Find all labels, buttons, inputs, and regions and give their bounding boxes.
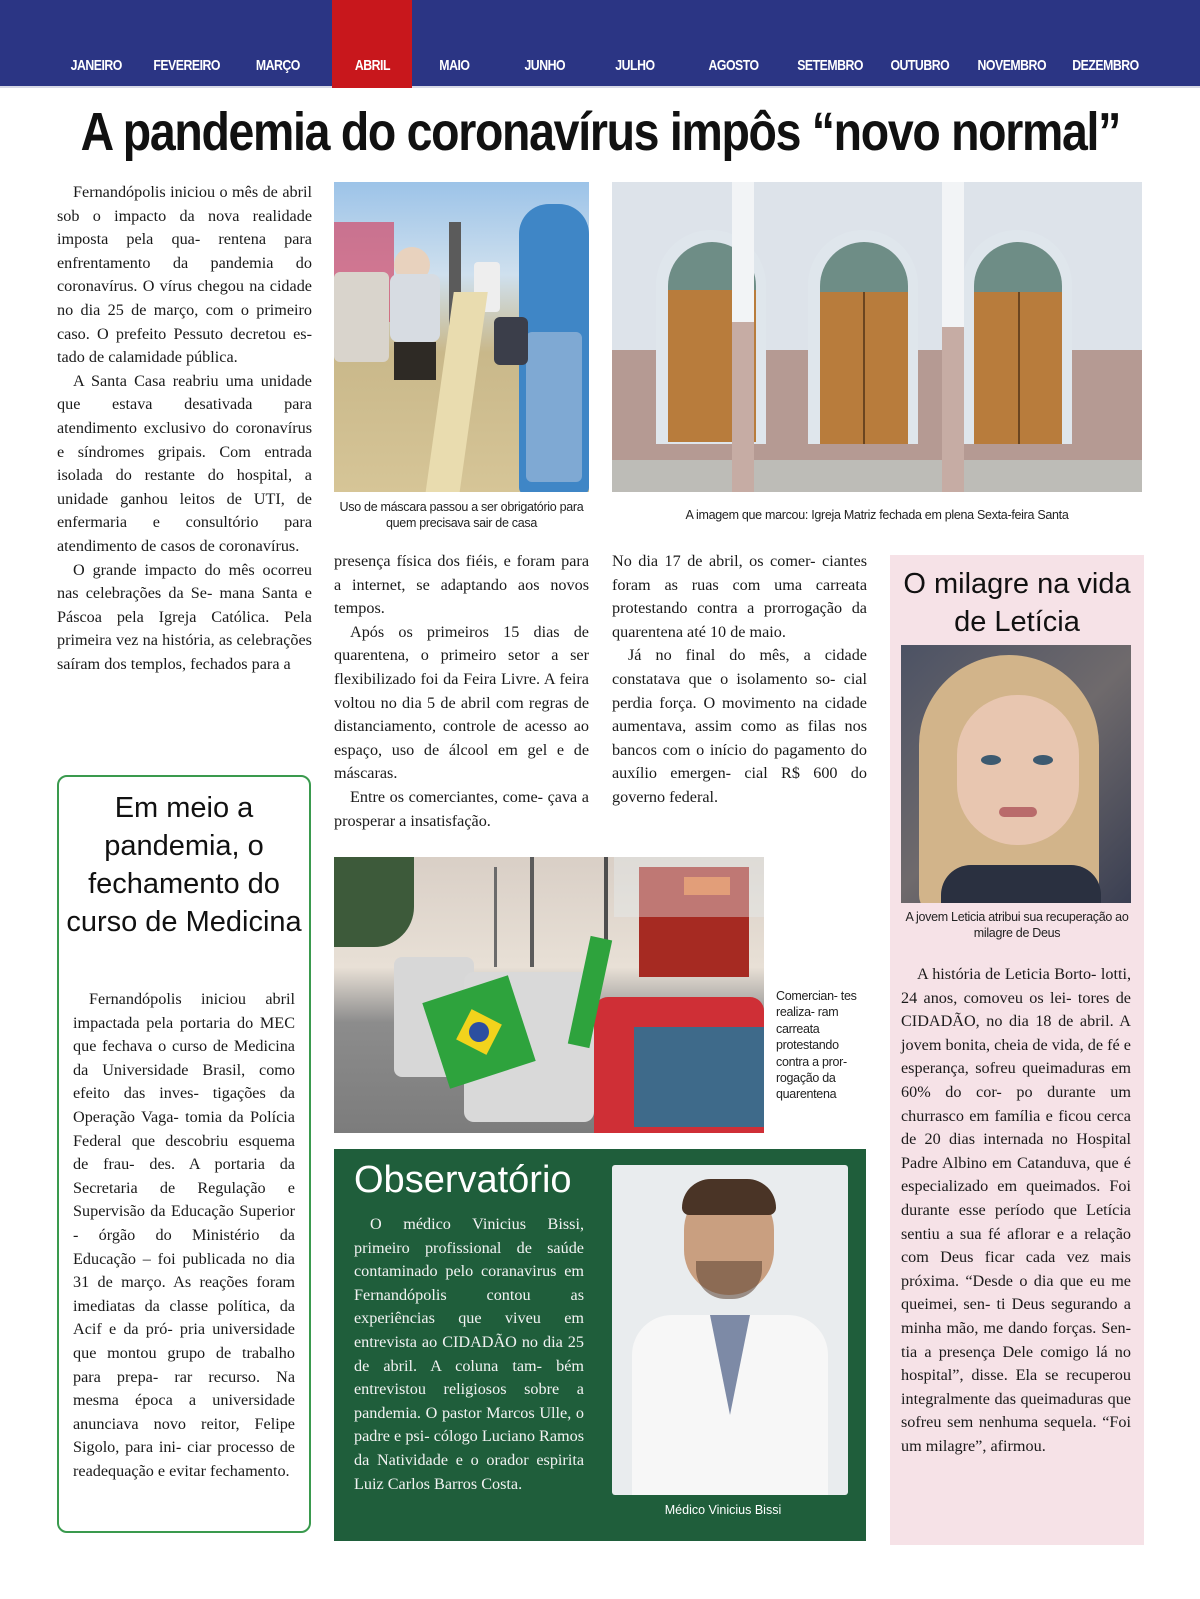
medicina-title: Em meio a pandemia, o fechamento do curso de Medicina	[66, 792, 302, 938]
month-tab-marco[interactable]	[240, 0, 316, 88]
article-column-1	[57, 181, 312, 676]
article-paragraph: No dia 17 de abril, os comer- ciantes foram as ruas com uma carreata protestando contra a prorrogação da quarentena até 10 de maio.	[612, 552, 867, 641]
medicina-body	[73, 988, 295, 1483]
doctor-photo	[612, 1165, 848, 1495]
month-tab-janeiro[interactable]	[58, 0, 134, 88]
month-tab-outubro[interactable]	[876, 0, 964, 88]
month-tab-dezembro[interactable]	[1058, 0, 1154, 88]
month-tab-julho[interactable]	[602, 0, 668, 88]
carreata-photo-caption: Comercian- tes realiza- ram carreata protestando contra a pror- rogação da quarentena	[776, 989, 857, 1102]
leticia-photo-caption: A jovem Leticia atribui sua recuperação ao milagre de Deus	[905, 910, 1129, 940]
leticia-photo	[901, 645, 1131, 903]
article-paragraph: presença física dos fiéis, e foram para a internet, se adaptando aos novos tempos.	[334, 552, 589, 618]
month-label: AGOSTO	[708, 57, 760, 74]
leticia-sidebar-box	[890, 555, 1144, 1545]
article-paragraph: Entre os comerciantes, come- çava a prosperar a insatisfação.	[334, 787, 589, 830]
month-label: JANEIRO	[70, 57, 122, 74]
month-label: MARÇO	[255, 57, 300, 74]
month-tab-setembro[interactable]	[782, 0, 878, 88]
article-paragraph: Após os primeiros 15 dias de quarentena, o primeiro setor a ser flexibilizado foi da Feira Livre. A feira voltou no dia 5 de abril com regras de distanciamento, controle de acesso ao espaço, uso de álcool em gel e de máscaras.	[334, 622, 589, 783]
article-paragraph: A Santa Casa reabriu uma unidade que estava desativada para atendimento exclusivo do coronavírus e síndromes gripais. Com entrada isolada do restante do hospital, a unidade ganhou leitos de UTI, de enfermaria e consultório para atendimento de casos de coronavírus.	[57, 371, 312, 555]
month-label: JUNHO	[524, 57, 566, 74]
month-navigation	[0, 0, 1200, 88]
leticia-paragraph: A história de Leticia Borto- lotti, 24 anos, comoveu os lei- tores de CIDADÃO, no dia 18 de abril. A jovem bonita, cheia de vida, de fé e esperança, sofreu queimaduras em 60% do cor- po durante um churrasco em família e ficou cerca de 20 dias internada no Hospital Padre Albino em Catanduva, que é especializado em queimados. Foi durante esse período que Letícia sentiu a sua fé aflorar e a relação com Deus ficar cada vez mais próxima. “Desde o dia que eu me queimei, sen- ti Deus segurando a minha mão, me dando forças. Sen- tia a presença Dele comigo lá no hospital”, disse. Ela se recuperou integralmente das queimaduras que sofreu sem nenhuma sequela. “Foi um milagre”, afirmou.	[901, 965, 1131, 1455]
leticia-body	[901, 963, 1131, 1458]
observatorio-box	[334, 1149, 866, 1541]
leticia-title: O milagre na vida de Letícia	[903, 568, 1131, 638]
month-label: NOVEMBRO	[977, 57, 1047, 74]
church-doors-photo	[612, 182, 1142, 492]
month-label: DEZEMBRO	[1072, 57, 1140, 74]
month-tab-fevereiro[interactable]	[140, 0, 234, 88]
month-label: OUTUBRO	[890, 57, 950, 74]
month-label: ABRIL	[354, 57, 390, 74]
observatorio-paragraph: O médico Vinicius Bissi, primeiro profissional de saúde contaminado pelo coranavirus em Fernandópolis contou as experiências que viveu em entrevista ao CIDADÃO no dia 25 de abril. A coluna tam- bém entrevistou religiosos sobre a pandemia. O pastor Marcos Ulle, o padre e psi- cólogo Luciano Ramos da Natividade e o orador espirita Luiz Carlos Barros Costa.	[354, 1215, 584, 1493]
church-photo-caption: A imagem que marcou: Igreja Matriz fechada em plena Sexta-feira Santa	[685, 508, 1069, 522]
mask-photo-caption: Uso de máscara passou a ser obrigatório para quem precisava sair de casa	[339, 500, 584, 530]
mask-street-photo	[334, 182, 589, 492]
month-tab-maio[interactable]	[422, 0, 486, 88]
observatorio-title: Observatório	[354, 1159, 572, 1201]
doctor-photo-caption: Médico Vinicius Bissi	[664, 1503, 782, 1517]
medicina-paragraph: Fernandópolis iniciou abril impactada pela portaria do MEC que fechava o curso de Medicina da Universidade Brasil, como efeito das inves- tigações da Operação Vaga- tomia da Polícia Federal que descobriu esquema de frau- des. A portaria da Secretaria de Regulação e Supervisão da Educação Superior - órgão do Ministério da Educação – foi publicada no dia 31 de março. As reações foram imediatas da classe política, da Acif e da pró- pria universidade que montou grupo de trabalho para prepa- rar recurso. Na mesma época a universidade anunciava novo reitor, Felipe Sigolo, para ini- ciar processo de readequação e evitar fechamento.	[73, 990, 295, 1480]
article-column-2	[334, 550, 589, 833]
article-paragraph: Fernandópolis iniciou o mês de abril sob o impacto da nova realidade imposta pela qua- rentena para enfrentamento da pandemia do coronavírus. O vírus chegou na cidade no dia 25 de março, com o primeiro caso. O prefeito Pessuto decretou es- tado de calamidade pública.	[57, 183, 312, 367]
month-tab-abril[interactable]	[332, 0, 412, 88]
article-paragraph: Já no final do mês, a cidade constatava que o isolamento so- cial perdia força. O movimento na cidade aumentava, assim como as filas nos bancos com o início do pagamento do auxílio emergen- cial R$ 600 do governo federal.	[612, 646, 867, 806]
month-label: SETEMBRO	[797, 57, 863, 74]
observatorio-body	[354, 1213, 584, 1496]
month-tab-agosto[interactable]	[694, 0, 774, 88]
carreata-photo	[334, 857, 764, 1133]
article-paragraph: O grande impacto do mês ocorreu nas celebrações da Se- mana Santa e Páscoa pela Igreja Católica. Pela primeira vez na história, as celebrações saíram dos templos, fechados para a	[57, 560, 312, 673]
month-label: JULHO	[615, 57, 655, 74]
page-headline: A pandemia do coronavírus impôs “novo normal”	[80, 102, 1120, 162]
article-column-3	[612, 550, 867, 810]
month-label: FEVEREIRO	[153, 57, 221, 74]
headline-container	[0, 98, 1200, 166]
month-tab-novembro[interactable]	[964, 0, 1060, 88]
month-label: MAIO	[438, 57, 470, 74]
month-tab-junho[interactable]	[510, 0, 580, 88]
medicina-sidebar-box	[57, 775, 311, 1533]
